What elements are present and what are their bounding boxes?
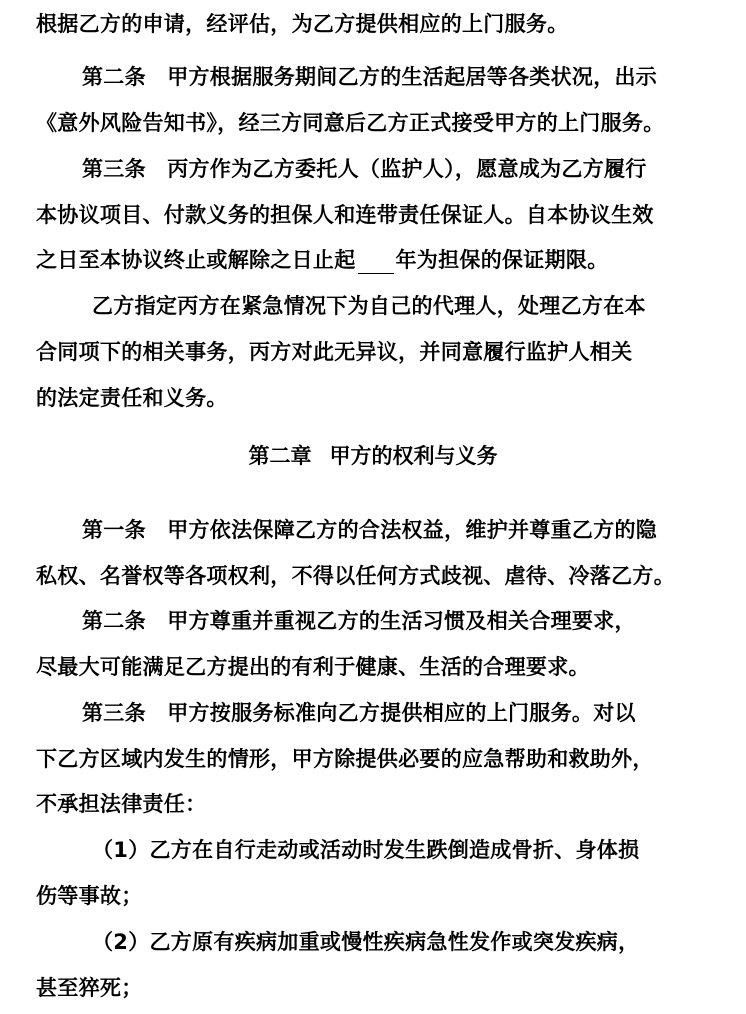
paragraph-agent-line-1: 乙方指定丙方在紧急情况下为自己的代理人，处理乙方在本	[92, 294, 646, 318]
article-2-line-2: 《意外风险告知书》，经三方同意后乙方正式接受甲方的上门服务。	[36, 111, 665, 135]
ch2-article-2-line-1: 第二条 甲方尊重并重视乙方的生活习惯及相关合理要求，	[82, 609, 636, 633]
article-3-line-3	[36, 246, 609, 274]
list-item-2-line-2: 甚至猝死；	[36, 976, 143, 1000]
chapter-number: 第二章	[248, 444, 312, 468]
article-3-line-3-part-2: 年为担保的保证期限。	[395, 248, 609, 272]
article-3-line-1: 第三条 丙方作为乙方委托人（监护人），愿意成为乙方履行	[82, 157, 647, 181]
ch2-article-1-line-1: 第一条 甲方依法保障乙方的合法权益，维护并尊重乙方的隐	[82, 518, 658, 542]
ch2-article-2-line-2: 尽最大可能满足乙方提出的有利于健康、生活的合理要求。	[36, 655, 590, 679]
ch2-article-3-line-1: 第三条 甲方按服务标准向乙方提供相应的上门服务。对以	[82, 701, 636, 725]
paragraph-agent-line-3: 的法定责任和义务。	[36, 386, 228, 410]
paragraph-agent-line-2: 合同项下的相关事务，丙方对此无异议，并同意履行监护人相关	[36, 340, 633, 364]
ch2-article-3-line-3: 不承担法律责任：	[36, 792, 207, 816]
article-3-line-3-part-1: 之日至本协议终止或解除之日止起	[36, 248, 356, 272]
chapter-heading	[0, 442, 746, 470]
list-item-1-line-2: 伤等事故；	[36, 884, 143, 908]
list-item-1-line-1: （1）乙方在自行走动或活动时发生跌倒造成骨折、身体损	[92, 838, 640, 862]
text-line-1: 根据乙方的申请，经评估，为乙方提供相应的上门服务。	[36, 12, 569, 36]
article-2-line-1: 第二条 甲方根据服务期间乙方的生活起居等各类状况，出示	[82, 65, 658, 89]
article-3-line-2: 本协议项目、付款义务的担保人和连带责任保证人。自本协议生效	[36, 203, 654, 227]
chapter-title: 甲方的权利与义务	[329, 444, 498, 468]
ch2-article-1-line-2: 私权、名誉权等各项权利，不得以任何方式歧视、虐待、冷落乙方。	[36, 564, 675, 588]
blank-field	[358, 251, 394, 274]
ch2-article-3-line-2: 下乙方区域内发生的情形，甲方除提供必要的应急帮助和救助外，	[36, 747, 654, 771]
list-item-2-line-1: （2）乙方原有疾病加重或慢性疾病急性发作或突发疾病，	[92, 930, 640, 954]
